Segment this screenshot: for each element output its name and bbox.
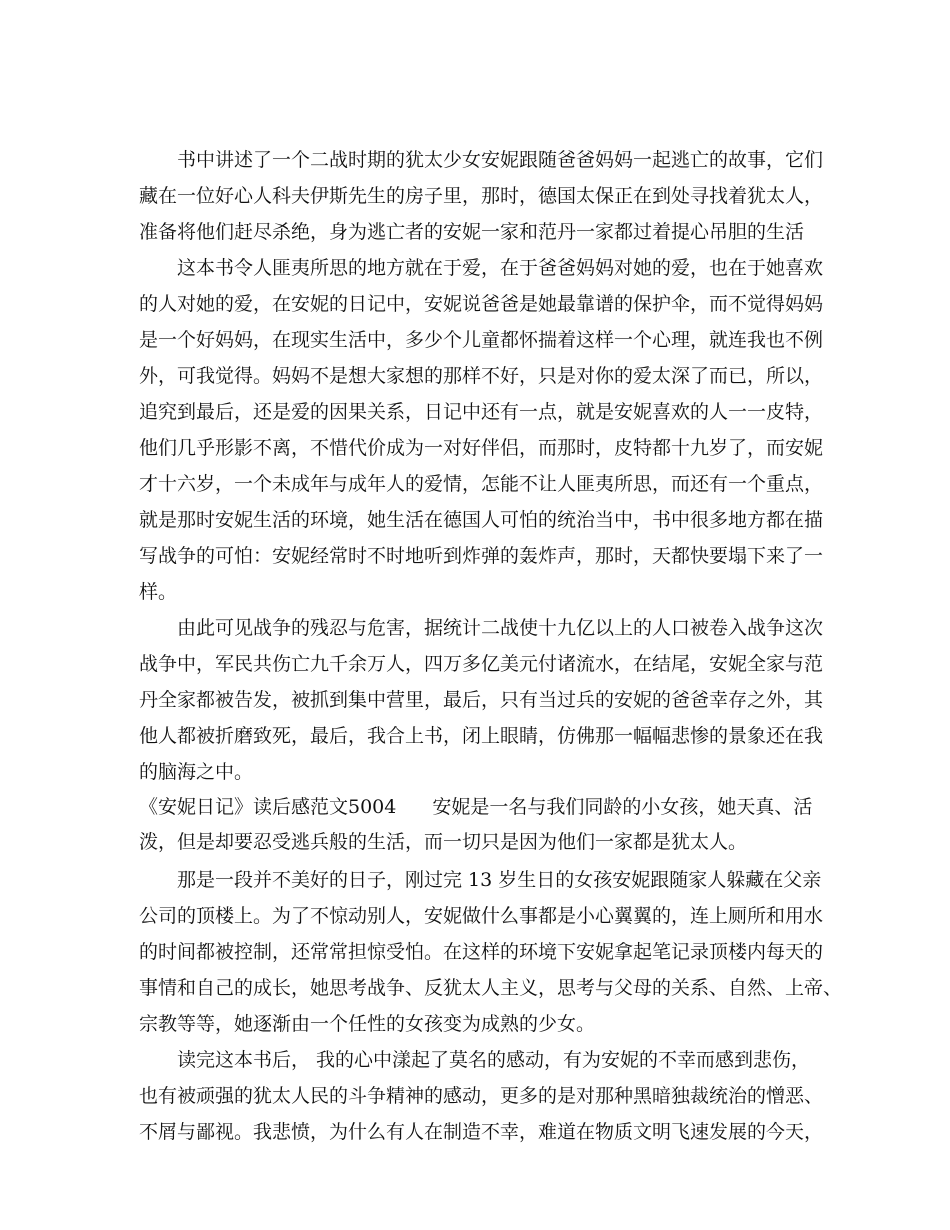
text-line: 事情和自己的成长，她思考战争、反犹太人主义，思考与父母的关系、自然、上帝、 bbox=[139, 977, 843, 999]
text-line: 的人对她的爱，在安妮的日记中，安妮说爸爸是她最靠谱的保护伞，而不觉得妈妈 bbox=[139, 293, 824, 315]
text-span: 安妮是一名与我们同龄的小女孩，她天真、活 bbox=[432, 796, 813, 818]
text-line: 藏在一位好心人科夫伊斯先生的房子里，那时，德国太保正在到处寻找着犹太人， bbox=[139, 185, 824, 207]
text-line: 是一个好妈妈，在现实生活中，多少个儿童都怀揣着这样一个心理，就连我也不例 bbox=[139, 329, 824, 351]
text-line: 不屑与鄙视。我悲愤，为什么有人在制造不幸，难道在物质文明飞速发展的今天， bbox=[139, 1121, 824, 1143]
text-line: 书中讲述了一个二战时期的犹太少女安妮跟随爸爸妈妈一起逃亡的故事，它们 bbox=[177, 149, 824, 171]
text-line: 的时间都被控制，还常常担惊受怕。在这样的环境下安妮拿起笔记录顶楼内每天的 bbox=[139, 941, 824, 963]
text-line: 他人都被折磨致死，最后，我合上书，闭上眼睛，仿佛那一幅幅悲惨的景象还在我 bbox=[139, 725, 824, 747]
text-line: 公司的顶楼上。为了不惊动别人，安妮做什么事都是小心翼翼的，连上厕所和用水 bbox=[139, 905, 824, 927]
text-line: 宗教等等，她逐渐由一个任性的女孩变为成熟的少女。 bbox=[139, 1013, 596, 1035]
text-line: 战争中，军民共伤亡九千余万人，四万多亿美元付诸流水，在结尾，安妮全家与范 bbox=[139, 653, 824, 675]
text-line: 他们几乎形影不离，不惜代价成为一对好伴侣，而那时，皮特都十九岁了，而安妮 bbox=[139, 437, 824, 459]
text-line: 由此可见战争的残忍与危害，据统计二战使十九亿以上的人口被卷入战争这次 bbox=[177, 617, 824, 639]
text-line: 就是那时安妮生活的环境，她生活在德国人可怕的统治当中，书中很多地方都在描 bbox=[139, 509, 824, 531]
text-line: 外，可我觉得。妈妈不是想大家想的那样不好，只是对你的爱太深了而已，所以， bbox=[139, 365, 824, 387]
text-line: 那是一段并不美好的日子，刚过完 13 岁生日的女孩安妮跟随家人躲藏在父亲 bbox=[177, 869, 822, 891]
text-line: 的脑海之中。 bbox=[139, 761, 254, 783]
text-line: 写战争的可怕：安妮经常时不时地听到炸弹的轰炸声，那时，天都快要塌下来了一 bbox=[139, 545, 824, 567]
essay-title-line bbox=[139, 795, 812, 819]
text-line: 才十六岁，一个未成年与成年人的爱情，怎能不让人匪夷所思，而还有一个重点， bbox=[139, 473, 824, 495]
text-line: 追究到最后，还是爱的因果关系，日记中还有一点，就是安妮喜欢的人一一皮特， bbox=[139, 401, 824, 423]
essay-title: 《安妮日记》读后感范文5004 bbox=[139, 796, 397, 818]
text-line: 丹全家都被告发，被抓到集中营里，最后，只有当过兵的安妮的爸爸幸存之外，其 bbox=[139, 689, 824, 711]
text-line: 样。 bbox=[139, 581, 178, 603]
text-line: 也有被顽强的犹太人民的斗争精神的感动，更多的是对那种黑暗独裁统治的憎恶、 bbox=[139, 1085, 824, 1107]
text-line: 准备将他们赶尽杀绝，身为逃亡者的安妮一家和范丹一家都过着提心吊胆的生活 bbox=[139, 221, 805, 243]
text-line: 这本书令人匪夷所思的地方就在于爱，在于爸爸妈妈对她的爱，也在于她喜欢 bbox=[177, 257, 824, 279]
text-line: 读完这本书后， 我的心中漾起了莫名的感动，有为安妮的不幸而感到悲伤， bbox=[177, 1049, 811, 1071]
text-line: 泼，但是却要忍受逃兵般的生活，而一切只是因为他们一家都是犹太人。 bbox=[139, 831, 748, 853]
